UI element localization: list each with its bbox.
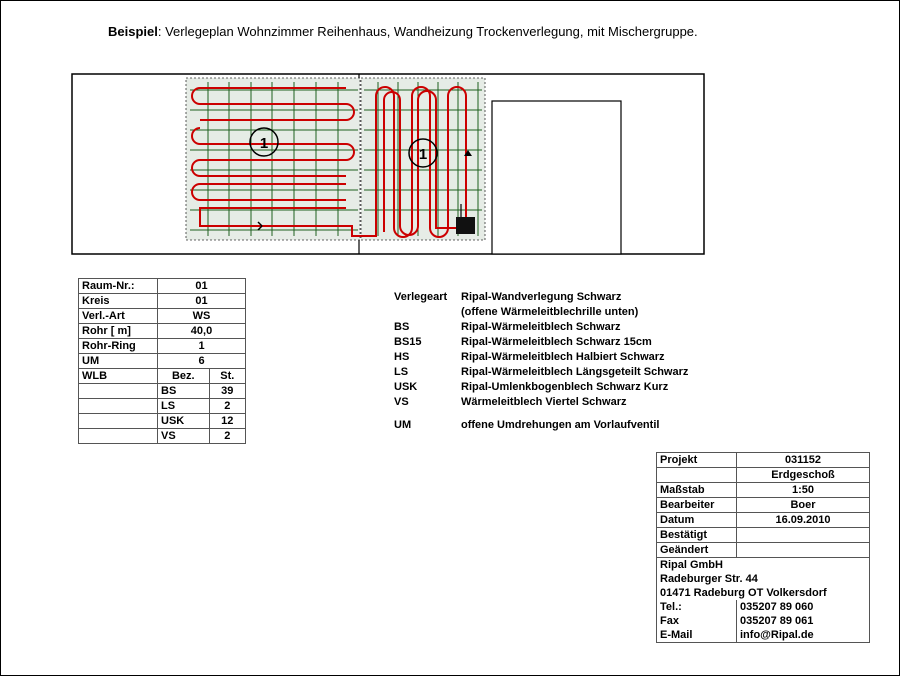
wlb-spacer: [79, 429, 158, 444]
legend-text: (offene Wärmeleitblechrille unten): [461, 306, 639, 318]
legend-item-um: [394, 418, 688, 433]
legend-key: UM: [394, 419, 412, 431]
wlb-spacer: [79, 399, 158, 414]
tb-value: [737, 543, 870, 558]
wlb-bez: USK: [158, 414, 210, 429]
wlb-row: [79, 414, 246, 429]
wlb-row: [79, 384, 246, 399]
legend-text: Ripal-Wärmeleitblech Schwarz: [461, 321, 621, 333]
tb-label: Bearbeiter: [657, 498, 737, 513]
tb-value: Erdgeschoß: [737, 468, 870, 483]
tb-value: 16.09.2010: [737, 513, 870, 528]
legend-item: [394, 320, 688, 335]
tb-label: Projekt: [657, 453, 737, 468]
room-label: Rohr-Ring: [79, 339, 158, 354]
legend-key: VS: [394, 396, 409, 408]
tb-label: Geändert: [657, 543, 737, 558]
wlb-label: WLB: [79, 369, 158, 384]
tb-label: Bestätigt: [657, 528, 737, 543]
tb-label: [657, 468, 737, 483]
tb-value: [737, 528, 870, 543]
wlb-st: 12: [209, 414, 245, 429]
legend-key: USK: [394, 381, 418, 393]
room-row: [79, 279, 246, 294]
room-label: Raum-Nr.:: [79, 279, 158, 294]
room-value: 40,0: [158, 324, 246, 339]
legend-text: Ripal-Wärmeleitblech Schwarz 15cm: [461, 336, 652, 348]
mixer-group: [456, 217, 475, 234]
legend-key: Verlegeart: [394, 291, 448, 303]
tb-value: Boer: [737, 498, 870, 513]
legend-item: [394, 365, 688, 380]
room-row: [79, 294, 246, 309]
room-row: [79, 354, 246, 369]
wlb-bez: BS: [158, 384, 210, 399]
room-row: [79, 324, 246, 339]
wlb-col-st: St.: [209, 369, 245, 384]
room-value: 01: [158, 294, 246, 309]
title-rest: : Verlegeplan Wohnzimmer Reihenhaus, Wandheizung Trockenverlegung, mit Mischergruppe.: [157, 24, 698, 39]
room-row: [79, 339, 246, 354]
wlb-col-bez: Bez.: [158, 369, 210, 384]
legend-key: BS: [394, 321, 410, 333]
legend-item: [394, 350, 688, 365]
legend-text: Wärmeleitblech Viertel Schwarz: [461, 396, 627, 408]
title-block: [656, 452, 870, 643]
wlb-bez: VS: [158, 429, 210, 444]
room-value: 01: [158, 279, 246, 294]
tb-value: 1:50: [737, 483, 870, 498]
wlb-row: [79, 399, 246, 414]
tb-value: 031152: [737, 453, 870, 468]
tb-city: 01471 Radeburg OT Volkersdorf: [657, 586, 870, 600]
wlb-row: [79, 429, 246, 444]
tb-label: E-Mail: [657, 628, 737, 643]
legend-item: [394, 395, 688, 410]
legend-key: BS15: [394, 336, 422, 348]
floor-plan: [0, 0, 900, 260]
tb-company: Ripal GmbH: [657, 558, 870, 573]
wlb-bez: LS: [158, 399, 210, 414]
wlb-header-row: [79, 369, 246, 384]
wlb-st: 2: [209, 399, 245, 414]
room-table: [78, 278, 246, 444]
tb-value: info@Ripal.de: [737, 628, 870, 643]
wlb-st: 2: [209, 429, 245, 444]
legend-text: Ripal-Wärmeleitblech Längsgeteilt Schwarz: [461, 366, 689, 378]
tb-label: Tel.:: [657, 600, 737, 614]
legend-key: HS: [394, 351, 410, 363]
tb-label: Maßstab: [657, 483, 737, 498]
legend: [394, 290, 688, 433]
legend-item: [394, 380, 688, 395]
tb-value: 035207 89 061: [737, 614, 870, 628]
room-label: Kreis: [79, 294, 158, 309]
tb-value: 035207 89 060: [737, 600, 870, 614]
legend-key: [394, 305, 461, 320]
tb-label: Fax: [657, 614, 737, 628]
door-opening: [492, 101, 621, 254]
room-value: 6: [158, 354, 246, 369]
tb-label: Datum: [657, 513, 737, 528]
room-value: WS: [158, 309, 246, 324]
legend-text: Ripal-Wandverlegung Schwarz: [461, 291, 622, 303]
legend-text: Ripal-Umlenkbogenblech Schwarz Kurz: [461, 381, 669, 393]
wlb-spacer: [79, 384, 158, 399]
room-label: Rohr [ m]: [79, 324, 158, 339]
tb-street: Radeburger Str. 44: [657, 572, 870, 586]
legend-item: [394, 290, 688, 305]
legend-key: LS: [394, 366, 409, 378]
room-value: 1: [158, 339, 246, 354]
legend-item: [394, 335, 688, 350]
circuit-label-right: 1: [418, 146, 428, 163]
wlb-st: 39: [209, 384, 245, 399]
legend-item: [394, 305, 688, 320]
wlb-spacer: [79, 414, 158, 429]
legend-text: offene Umdrehungen am Vorlaufventil: [461, 419, 660, 431]
title-bold: Beispiel: [108, 24, 158, 39]
legend-text: Ripal-Wärmeleitblech Halbiert Schwarz: [461, 351, 665, 363]
room-label: UM: [79, 354, 158, 369]
room-row: [79, 309, 246, 324]
room-label: Verl.-Art: [79, 309, 158, 324]
circuit-label-left: 1: [259, 135, 269, 152]
